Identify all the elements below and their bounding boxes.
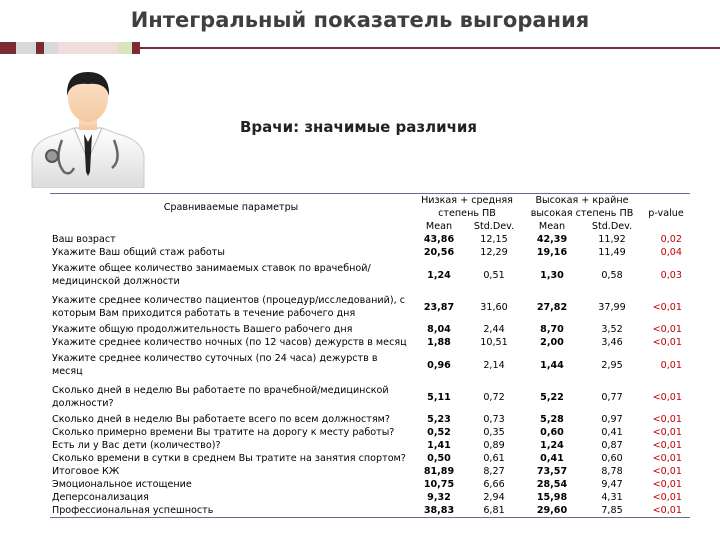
subtitle: Врачи: значимые различия: [240, 118, 478, 136]
param-cell: Сколько примерно времени Вы тратите на дорогу к месту работы?: [52, 427, 395, 438]
mean-cell: 2,00: [540, 337, 564, 348]
param-cell: Укажите Ваш общий стаж работы: [52, 247, 225, 258]
table-row: [50, 291, 690, 323]
pvalue-cell: <0,01: [652, 479, 682, 490]
pvalue-cell: <0,01: [652, 337, 682, 348]
group2-header: [522, 194, 642, 208]
param-cell: Укажите среднее количество пациентов (процедур/исследований), с которым Вам приходится работать в течение рабочего дня: [52, 295, 406, 319]
mean-cell: 5,28: [540, 414, 564, 425]
mean-cell: 0,41: [540, 453, 564, 464]
table-row: [50, 259, 690, 291]
pvalue-cell: <0,01: [652, 324, 682, 335]
mean-cell: 1,88: [427, 337, 451, 348]
pvalue-cell: 0,02: [660, 234, 682, 245]
sd-cell: 8,27: [483, 466, 505, 477]
table-row: [50, 349, 690, 381]
doctor-avatar-icon: [24, 64, 152, 188]
pvalue-cell: <0,01: [652, 453, 682, 464]
mean-cell: 5,23: [427, 414, 451, 425]
pvalue-cell: 0,01: [660, 359, 682, 371]
table-row: [50, 478, 690, 491]
mean-cell: 29,60: [536, 505, 568, 516]
sd-cell: 2,14: [483, 359, 505, 371]
mean-cell: 19,16: [536, 247, 568, 258]
slide-title: Интегральный показатель выгорания: [130, 8, 590, 32]
pvalue-cell: <0,01: [652, 505, 682, 516]
pvalue-header: p-value: [648, 208, 684, 219]
param-cell: Укажите среднее количество ночных (по 12 часов) дежурств в месяц: [52, 337, 407, 348]
param-cell: Укажите среднее количество суточных (по 24 часа) дежурств в месяц: [52, 353, 378, 377]
mean-cell: 1,30: [540, 269, 564, 281]
sd-cell: 12,29: [480, 247, 508, 258]
stripe-segment: [132, 42, 140, 54]
sd-cell: 0,77: [601, 391, 623, 403]
sd-cell: 8,78: [601, 466, 623, 477]
param-cell: Сколько дней в неделю Вы работаете всего по всем должностям?: [52, 414, 390, 425]
sd-cell: 0,51: [483, 269, 505, 281]
sd-cell: 0,60: [601, 453, 623, 464]
stripe-segment: [16, 42, 36, 54]
table-row: [50, 504, 690, 518]
mean-cell: 5,11: [427, 391, 451, 403]
stripe-segment: [58, 42, 118, 54]
mean-cell: 9,32: [427, 492, 451, 503]
pvalue-cell: <0,01: [652, 301, 682, 313]
sd-cell: 0,87: [601, 440, 623, 451]
param-cell: Сколько дней в неделю Вы работаете по врачебной/медицинской должности?: [52, 385, 389, 409]
group2-header-line1: Высокая + крайне: [535, 195, 629, 206]
param-cell: Ваш возраст: [52, 234, 116, 245]
mean-cell: 38,83: [423, 505, 455, 516]
group1-header-line2: степень ПВ: [438, 208, 496, 219]
mean-cell: 0,50: [427, 453, 451, 464]
sd-cell: 9,47: [601, 479, 623, 490]
param-cell: Итоговое КЖ: [52, 466, 120, 477]
stripe-segment: [36, 42, 44, 54]
comparison-table: [50, 193, 690, 518]
sd-cell: 31,60: [480, 301, 508, 313]
sd-cell: 4,31: [601, 492, 623, 503]
sd-cell: 37,99: [598, 301, 626, 313]
sd-cell: 12,15: [480, 234, 508, 245]
param-cell: Деперсонализация: [52, 492, 149, 503]
table-row: [50, 452, 690, 465]
mean-cell: 28,54: [536, 479, 568, 490]
table-row: [50, 323, 690, 336]
param-cell: Эмоциональное истощение: [52, 479, 192, 490]
table-row: [50, 465, 690, 478]
stripe-segment: [44, 42, 58, 54]
mean-cell: 5,22: [540, 391, 564, 403]
sd-cell: 0,35: [483, 427, 505, 438]
sd-cell: 11,49: [598, 247, 626, 258]
sd-cell: 7,85: [601, 505, 623, 516]
table-row: [50, 233, 690, 246]
mean-cell: 8,04: [427, 324, 451, 335]
sd-cell: 2,44: [483, 324, 505, 335]
sd-cell: 0,89: [483, 440, 505, 451]
pvalue-cell: <0,01: [652, 492, 682, 503]
pvalue-cell: <0,01: [652, 427, 682, 438]
table-row: [50, 491, 690, 504]
table-row: [50, 246, 690, 259]
group2-header-line2: высокая степень ПВ: [530, 208, 634, 219]
table-row: [50, 381, 690, 413]
table-row: [50, 336, 690, 349]
pvalue-cell: <0,01: [652, 414, 682, 425]
header-spacer: [642, 194, 690, 208]
sd-header-2: Std.Dev.: [591, 221, 633, 232]
sd-cell: 3,46: [601, 337, 623, 348]
sd-cell: 0,97: [601, 414, 623, 425]
param-cell: Сколько времени в сутки в среднем Вы тратите на занятия спортом?: [52, 453, 406, 464]
sd-cell: 11,92: [598, 234, 626, 245]
stripe-segment: [118, 42, 132, 54]
sd-cell: 2,94: [483, 492, 505, 503]
param-cell: Есть ли у Вас дети (количество)?: [52, 440, 221, 451]
mean-cell: 42,39: [536, 234, 568, 245]
subheader-spacer: [642, 220, 690, 233]
mean-cell: 1,44: [540, 359, 564, 371]
subheader-spacer: [50, 220, 412, 233]
mean-cell: 23,87: [423, 301, 455, 313]
pvalue-cell: <0,01: [652, 391, 682, 403]
mean-cell: 73,57: [536, 466, 568, 477]
mean-cell: 0,60: [540, 427, 564, 438]
mean-cell: 43,86: [423, 234, 455, 245]
pvalue-cell: 0,03: [660, 269, 682, 281]
mean-cell: 0,96: [427, 359, 451, 371]
mean-cell: 8,70: [540, 324, 564, 335]
sd-cell: 6,66: [483, 479, 505, 490]
mean-cell: 10,75: [423, 479, 455, 490]
pvalue-cell: 0,04: [660, 247, 682, 258]
sd-cell: 0,58: [601, 269, 623, 281]
sd-cell: 10,51: [480, 337, 508, 348]
sd-cell: 6,81: [483, 505, 505, 516]
mean-cell: 15,98: [536, 492, 568, 503]
table-row: [50, 426, 690, 439]
param-cell: Укажите общую продолжительность Вашего рабочего дня: [52, 324, 353, 335]
sd-header-1: Std.Dev.: [473, 221, 515, 232]
table-row: [50, 439, 690, 452]
sd-cell: 0,73: [483, 414, 505, 425]
sd-cell: 0,41: [601, 427, 623, 438]
mean-header-2: Mean: [538, 221, 566, 232]
pvalue-cell: <0,01: [652, 440, 682, 451]
pvalue-cell: <0,01: [652, 466, 682, 477]
sd-cell: 0,61: [483, 453, 505, 464]
param-header: Сравниваемые параметры: [50, 194, 412, 221]
mean-cell: 1,24: [540, 440, 564, 451]
mean-cell: 27,82: [536, 301, 568, 313]
group1-header: [412, 194, 522, 208]
table-row: [50, 413, 690, 426]
stripe-segment: [0, 42, 16, 54]
mean-cell: 1,41: [427, 440, 451, 451]
sd-cell: 3,52: [601, 324, 623, 335]
mean-header-1: Mean: [425, 221, 453, 232]
param-cell: Профессиональная успешность: [52, 505, 214, 516]
mean-cell: 0,52: [427, 427, 451, 438]
param-cell: Укажите общее количество занимаемых ставок по врачебной/медицинской должности: [52, 263, 371, 287]
sd-cell: 0,72: [483, 391, 505, 403]
sd-cell: 2,95: [601, 359, 623, 371]
group1-header-line1: Низкая + средняя: [421, 195, 513, 206]
mean-cell: 1,24: [427, 269, 451, 281]
mean-cell: 20,56: [423, 247, 455, 258]
mean-cell: 81,89: [423, 466, 455, 477]
decorative-stripe: [0, 42, 720, 54]
stripe-segment: [140, 47, 720, 49]
